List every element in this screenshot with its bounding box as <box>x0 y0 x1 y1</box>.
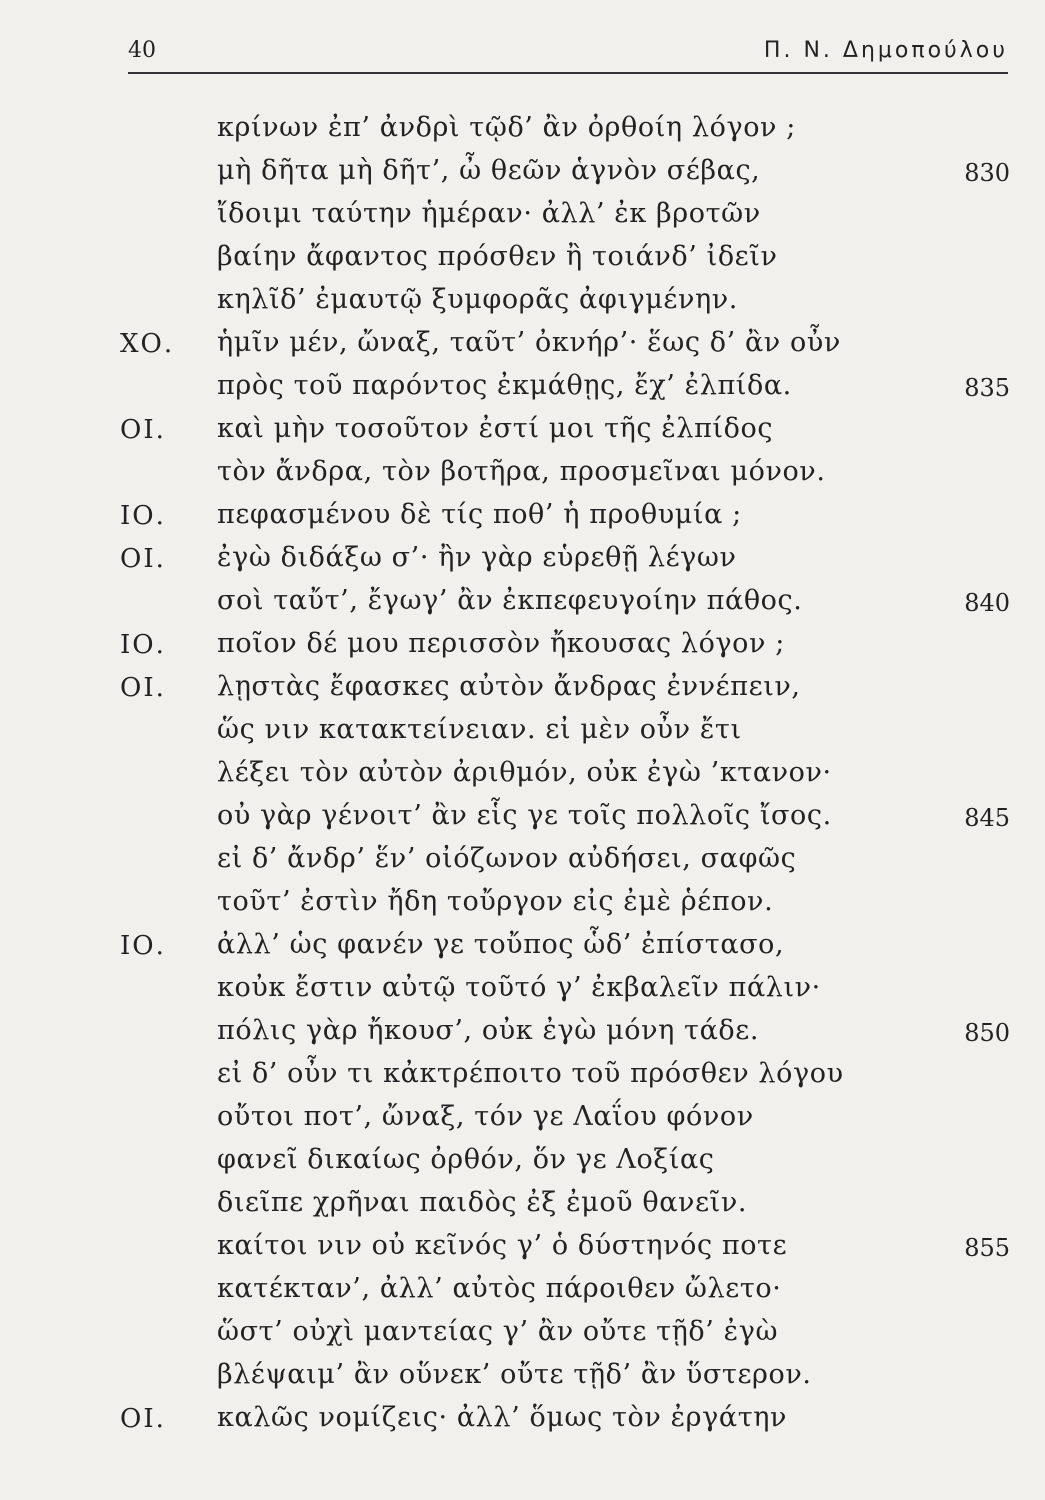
verse-text: εἰ δ’ ἄνδρ’ ἕν’ οἰόζωνον αὐδήσει, σαφῶς <box>217 843 797 874</box>
speaker-label: ΟΙ. <box>120 544 166 574</box>
speaker-label: ΧΟ. <box>120 329 175 359</box>
line-number: 840 <box>964 589 1010 617</box>
verse-line <box>0 1357 1045 1400</box>
verse-line <box>0 1099 1045 1142</box>
line-number: 845 <box>964 804 1010 832</box>
verse-text: ἴδοιμι ταύτην ἡμέραν· ἀλλ’ ἐκ βροτῶν <box>217 198 761 229</box>
verse-text: καὶ μὴν τοσοῦτον ἐστί μοι τῆς ἐλπίδος <box>217 413 774 444</box>
verse-text: οὐ γὰρ γένοιτ’ ἂν εἷς γε τοῖς πολλοῖς ἴσος. <box>217 800 832 831</box>
speaker-label: ΙΟ. <box>120 630 166 660</box>
verse-line <box>0 497 1045 540</box>
verse-text: πόλις γὰρ ἤκουσ’, οὐκ ἐγὼ μόνη τάδε. <box>217 1015 760 1046</box>
verse-line <box>0 1142 1045 1185</box>
verse-block <box>0 110 1045 1443</box>
verse-line <box>0 712 1045 755</box>
verse-line <box>0 153 1045 196</box>
speaker-label: ΟΙ. <box>120 1404 166 1434</box>
verse-text: κοὐκ ἔστιν αὐτῷ τοῦτό γ’ ἐκβαλεῖν πάλιν· <box>217 972 821 1003</box>
verse-line <box>0 970 1045 1013</box>
running-head: Π. Ν. Δημοπούλου <box>763 38 1008 63</box>
verse-text: λέξει τὸν αὐτὸν ἀριθμόν, οὐκ ἐγὼ ’κτανον· <box>217 757 832 788</box>
verse-line <box>0 1400 1045 1443</box>
page-header <box>128 38 1008 72</box>
verse-line <box>0 196 1045 239</box>
verse-line <box>0 884 1045 927</box>
verse-text: μὴ δῆτα μὴ δῆτ’, ὦ θεῶν ἁγνὸν σέβας, <box>217 155 761 186</box>
verse-line <box>0 454 1045 497</box>
verse-text: ἡμῖν μέν, ὤναξ, ταῦτ’ ὀκνήρ’· ἕως δ’ ἂν οὖν <box>217 327 841 358</box>
verse-text: λῃστὰς ἔφασκες αὐτὸν ἄνδρας ἐννέπειν, <box>217 671 801 702</box>
verse-text: βλέψαιμ’ ἂν οὕνεκ’ οὔτε τῇδ’ ἂν ὕστερον. <box>217 1359 812 1390</box>
verse-text: εἰ δ’ οὖν τι κἀκτρέποιτο τοῦ πρόσθεν λόγου <box>217 1058 844 1089</box>
verse-text: κατέκταν’, ἀλλ’ αὐτὸς πάροιθεν ὤλετο· <box>217 1273 782 1304</box>
verse-line <box>0 755 1045 798</box>
verse-line <box>0 1228 1045 1271</box>
verse-line <box>0 927 1045 970</box>
verse-line <box>0 1185 1045 1228</box>
verse-line <box>0 669 1045 712</box>
verse-line <box>0 1271 1045 1314</box>
verse-text: φανεῖ δικαίως ὀρθόν, ὅν γε Λοξίας <box>217 1144 715 1175</box>
verse-line <box>0 798 1045 841</box>
verse-line <box>0 1056 1045 1099</box>
page-number: 40 <box>128 38 156 63</box>
speaker-label: ΟΙ. <box>120 415 166 445</box>
verse-text: καίτοι νιν οὐ κεῖνός γ’ ὁ δύστηνός ποτε <box>217 1230 788 1261</box>
verse-text: καλῶς νομίζεις· ἀλλ’ ὅμως τὸν ἐργάτην <box>217 1402 788 1433</box>
verse-line <box>0 626 1045 669</box>
verse-line <box>0 1013 1045 1056</box>
verse-text: ὥστ’ οὐχὶ μαντείας γ’ ἂν οὔτε τῇδ’ ἐγὼ <box>217 1316 779 1347</box>
speaker-label: ΙΟ. <box>120 501 166 531</box>
line-number: 835 <box>964 374 1010 402</box>
verse-text: τοῦτ’ ἐστὶν ἤδη τοὔργον εἰς ἐμὲ ῥέπον. <box>217 886 774 917</box>
verse-text: ὥς νιν κατακτείνειαν. εἰ μὲν οὖν ἔτι <box>217 714 742 745</box>
verse-text: τὸν ἄνδρα, τὸν βοτῆρα, προσμεῖναι μόνον. <box>217 456 826 487</box>
verse-text: βαίην ἄφαντος πρόσθεν ἢ τοιάνδ’ ἰδεῖν <box>217 241 778 272</box>
verse-line <box>0 368 1045 411</box>
verse-text: κηλῖδ’ ἐμαυτῷ ξυμφορᾶς ἀφιγμένην. <box>217 284 738 315</box>
line-number: 850 <box>964 1019 1010 1047</box>
verse-line <box>0 583 1045 626</box>
verse-line <box>0 1314 1045 1357</box>
verse-text: πρὸς τοῦ παρόντος ἐκμάθῃς, ἔχ’ ἐλπίδα. <box>217 370 792 401</box>
line-number: 830 <box>964 159 1010 187</box>
verse-line <box>0 540 1045 583</box>
speaker-label: ΙΟ. <box>120 931 166 961</box>
verse-text: ἀλλ’ ὡς φανέν γε τοὔπος ὧδ’ ἐπίστασο, <box>217 929 785 960</box>
verse-text: σοὶ ταὔτ’, ἔγωγ’ ἂν ἐκπεφευγοίην πάθος. <box>217 585 803 616</box>
verse-line <box>0 239 1045 282</box>
verse-line <box>0 282 1045 325</box>
verse-line <box>0 411 1045 454</box>
verse-line <box>0 841 1045 884</box>
verse-text: πεφασμένου δὲ τίς ποθ’ ἡ προθυμία ; <box>217 499 742 530</box>
verse-text: ποῖον δέ μου περισσὸν ἤκουσας λόγον ; <box>217 628 785 659</box>
verse-text: διεῖπε χρῆναι παιδὸς ἐξ ἐμοῦ θανεῖν. <box>217 1187 748 1218</box>
verse-text: ἐγὼ διδάξω σ’· ἢν γὰρ εὑρεθῇ λέγων <box>217 542 737 573</box>
verse-text: οὔτοι ποτ’, ὤναξ, τόν γε Λαΐου φόνον <box>217 1101 754 1132</box>
verse-text: κρίνων ἐπ’ ἀνδρὶ τῷδ’ ἂν ὀρθοίη λόγον ; <box>217 112 796 143</box>
speaker-label: ΟΙ. <box>120 673 166 703</box>
line-number: 855 <box>964 1234 1010 1262</box>
header-rule <box>128 72 1008 74</box>
verse-line <box>0 325 1045 368</box>
verse-line <box>0 110 1045 153</box>
